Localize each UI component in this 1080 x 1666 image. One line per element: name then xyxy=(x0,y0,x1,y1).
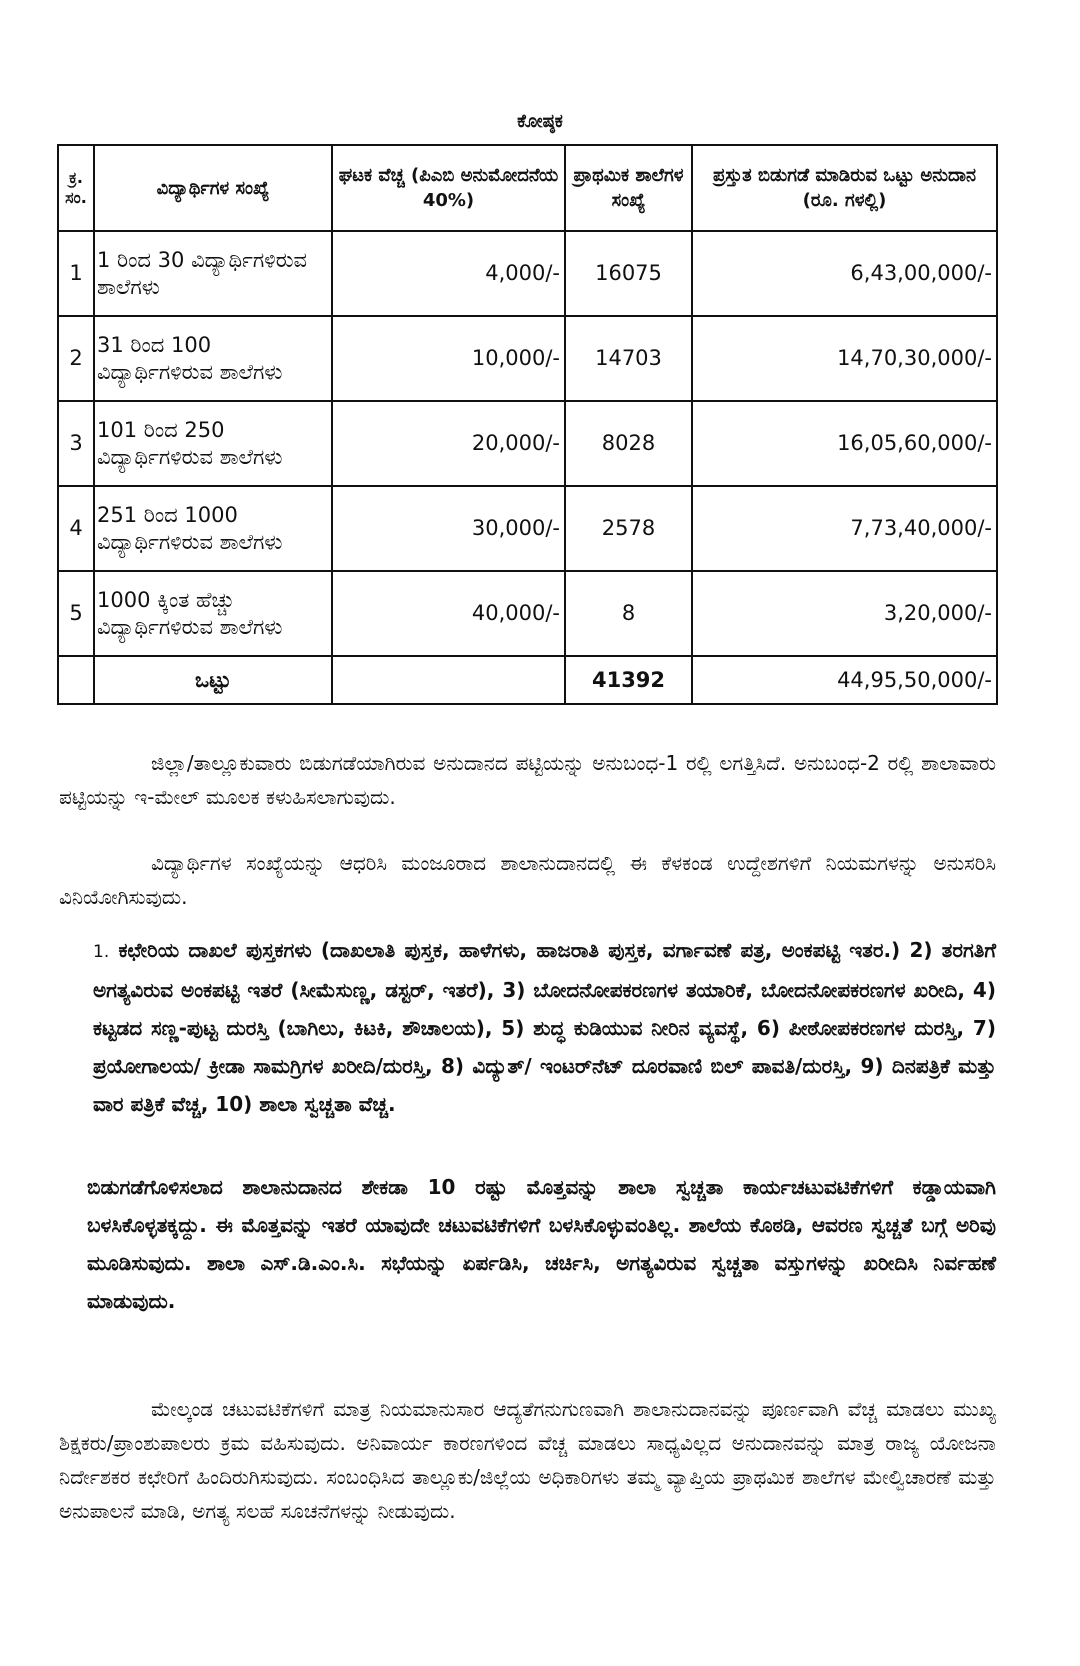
paragraph-cleanliness: ಬಿಡುಗಡೆಗೊಳಿಸಲಾದ ಶಾಲಾನುದಾನದ ಶೇಕಡಾ 10 ರಷ್ಟು ಮೊತ್ತವನ್ನು ಶಾಲಾ ಸ್ವಚ್ಚತಾ ಕಾರ್ಯಚಟುವಟಿಕೆಗಳಿಗೆ ಕಡ್ಡಾಯವಾಗಿ ಬಳಸಿಕೊಳ್ಳತಕ್ಕದ್ದು. ಈ ಮೊತ್ತವನ್ನು ಇತರೆ ಯಾವುದೇ ಚಟುವಟಿಕೆಗಳಿಗೆ ಬಳಸಿಕೊಳ್ಳುವಂತಿಲ್ಲ. ಶಾಲೆಯ ಕೊಠಡಿ, ಆವರಣ ಸ್ವಚ್ಚತೆ ಬಗ್ಗೆ ಅರಿವು ಮೂಡಿಸುವುದು. ಶಾಲಾ ಎಸ್.ಡಿ.ಎಂ.ಸಿ. ಸಭೆಯನ್ನು ಏರ್ಪಡಿಸಿ, ಚರ್ಚಿಸಿ, ಅಗತ್ಯವಿರುವ ಸ್ವಚ್ಚತಾ ವಸ್ತುಗಳನ್ನು ಖರೀದಿಸಿ ನಿರ್ವಹಣೆ ಮಾಡುವುದು. xyxy=(87,1175,996,1313)
header-serial-no: ಕ್ರ. ಸಂ. xyxy=(58,145,94,231)
header-total-grant: ಪ್ರಸ್ತುತ ಬಿಡುಗಡೆ ಮಾಡಿರುವ ಒಟ್ಟು ಅನುದಾನ (ರೂ. ಗಳಲ್ಲಿ) xyxy=(692,145,997,231)
serial-no-cell: 5 xyxy=(58,571,94,656)
table-total-row xyxy=(58,656,997,704)
total-empty-cell xyxy=(332,656,565,704)
table-row xyxy=(58,486,997,571)
paragraph-expenditure: ಮೇಲ್ಕಂಡ ಚಟುವಟಿಕೆಗಳಿಗೆ ಮಾತ್ರ ನಿಯಮಾನುಸಾರ ಆದ್ಯತೆಗನುಗುಣವಾಗಿ ಶಾಲಾನುದಾನವನ್ನು ಪೂರ್ಣವಾಗಿ ವೆಚ್ಚ ಮಾಡಲು ಮುಖ್ಯ ಶಿಕ್ಷಕರು/ಪ್ರಾಂಶುಪಾಲರು ಕ್ರಮ ವಹಿಸುವುದು. ಅನಿವಾರ್ಯ ಕಾರಣಗಳಿಂದ ವೆಚ್ಚ ಮಾಡಲು ಸಾಧ್ಯವಿಲ್ಲದ ಅನುದಾನವನ್ನು ಮಾತ್ರ ರಾಜ್ಯ ಯೋಜನಾ ನಿರ್ದೇಶಕರ ಕಛೇರಿಗೆ ಹಿಂದಿರುಗಿಸುವುದು. ಸಂಬಂಧಿಸಿದ ತಾಲ್ಲೂಕು/ಜಿಲ್ಲೆಯ ಅಧಿಕಾರಿಗಳು ತಮ್ಮ ವ್ಯಾಪ್ತಿಯ ಪ್ರಾಥಮಿಕ ಶಾಲೆಗಳ ಮೇಲ್ವಿಚಾರಣೆ ಮತ್ತು ಅನುಪಾಲನೆ ಮಾಡಿ, ಅಗತ್ಯ ಸಲಹೆ ಸೂಚನೆಗಳನ್ನು ನೀಡುವುದು. xyxy=(59,1397,996,1523)
category-cell: 1000 ಕ್ಕಿಂತ ಹೆಚ್ಚು ವಿದ್ಯಾರ್ಥಿಗಳಿರುವ ಶಾಲೆಗಳು xyxy=(94,571,332,656)
header-school-count: ಪ್ರಾಥಮಿಕ ಶಾಲೆಗಳ ಸಂಖ್ಯೆ xyxy=(565,145,692,231)
grant-amount-cell: 3,20,000/- xyxy=(692,571,997,656)
serial-no-cell: 1 xyxy=(58,231,94,316)
grant-table xyxy=(57,144,998,705)
header-unit-cost: ಘಟಕ ವೆಚ್ಚ (ಪಿಎಬಿ ಅನುಮೋದನೆಯ 40%) xyxy=(332,145,565,231)
table-row xyxy=(58,231,997,316)
unit-cost-cell: 4,000/- xyxy=(332,231,565,316)
table-header-row xyxy=(58,145,997,231)
category-cell: 31 ರಿಂದ 100 ವಿದ್ಯಾರ್ಥಿಗಳಿರುವ ಶಾಲೆಗಳು xyxy=(94,316,332,401)
grant-amount-cell: 7,73,40,000/- xyxy=(692,486,997,571)
total-grant-amount-cell: 44,95,50,000/- xyxy=(692,656,997,704)
table-row xyxy=(58,571,997,656)
table-caption: ಕೋಷ್ಠಕ xyxy=(517,111,563,132)
total-school-count-cell: 41392 xyxy=(565,656,692,704)
table-row xyxy=(58,401,997,486)
paragraph-usage-rules: ವಿದ್ಯಾರ್ಥಿಗಳ ಸಂಖ್ಯೆಯನ್ನು ಆಧರಿಸಿ ಮಂಜೂರಾದ ಶಾಲಾನುದಾನದಲ್ಲಿ ಈ ಕೆಳಕಂಡ ಉದ್ದೇಶಗಳಿಗೆ ನಿಯಮಗಳನ್ನು ಅನುಸರಿಸಿ ವಿನಿಯೋಗಿಸುವುದು. xyxy=(59,851,996,909)
grant-amount-cell: 16,05,60,000/- xyxy=(692,401,997,486)
grant-amount-cell: 6,43,00,000/- xyxy=(692,231,997,316)
total-empty-cell xyxy=(58,656,94,704)
unit-cost-cell: 40,000/- xyxy=(332,571,565,656)
table-row xyxy=(58,316,997,401)
unit-cost-cell: 10,000/- xyxy=(332,316,565,401)
school-count-cell: 14703 xyxy=(565,316,692,401)
category-cell: 1 ರಿಂದ 30 ವಿದ್ಯಾರ್ಥಿಗಳಿರುವ ಶಾಲೆಗಳು xyxy=(94,231,332,316)
serial-no-cell: 2 xyxy=(58,316,94,401)
unit-cost-cell: 30,000/- xyxy=(332,486,565,571)
category-cell: 251 ರಿಂದ 1000 ವಿದ್ಯಾರ್ಥಿಗಳಿರುವ ಶಾಲೆಗಳು xyxy=(94,486,332,571)
list-item-text: ಕಛೇರಿಯ ದಾಖಲೆ ಪುಸ್ತಕಗಳು (ದಾಖಲಾತಿ ಪುಸ್ತಕ, ಹಾಳೆಗಳು, ಹಾಜರಾತಿ ಪುಸ್ತಕ, ವರ್ಗಾವಣೆ ಪತ್ರ, ಅಂಕಪಟ್ಟಿ ಇತರ.) 2) ತರಗತಿಗೆ ಅಗತ್ಯವಿರುವ ಅಂಕಪಟ್ಟಿ ಇತರೆ (ಸೀಮೆಸುಣ್ಣ, ಡಸ್ಟರ್, ಇತರೆ), 3) ಬೋದನೋಪಕರಣಗಳ ತಯಾರಿಕೆ, ಬೋದನೋಪಕರಣಗಳ ಖರೀದಿ, 4) ಕಟ್ಟಡದ ಸಣ್ಣ-ಪುಟ್ಟ ದುರಸ್ತಿ (ಬಾಗಿಲು, ಕಿಟಕಿ, ಶೌಚಾಲಯ), 5) ಶುದ್ಧ ಕುಡಿಯುವ ನೀರಿನ ವ್ಯವಸ್ಥೆ, 6) ಪೀಠೋಪಕರಣಗಳ ದುರಸ್ತಿ, 7) ಪ್ರಯೋಗಾಲಯ/ ಕ್ರೀಡಾ ಸಾಮಗ್ರಿಗಳ ಖರೀದಿ/ದುರಸ್ತಿ, 8) ವಿದ್ಯುತ್/ ಇಂಟರ್‌ನೆಟ್ ದೂರವಾಣಿ ಬಿಲ್ ಪಾವತಿ/ದುರಸ್ತಿ, 9) ದಿನಪತ್ರಿಕೆ ಮತ್ತು ವಾರ ಪತ್ರಿಕೆ ವೆಚ್ಚ, 10) ಶಾಲಾ ಸ್ವಚ್ಚತಾ ವೆಚ್ಚ. xyxy=(93,938,996,1116)
serial-no-cell: 4 xyxy=(58,486,94,571)
school-count-cell: 2578 xyxy=(565,486,692,571)
paragraph-annexure: ಜಿಲ್ಲಾ/ತಾಲ್ಲೂಕುವಾರು ಬಿಡುಗಡೆಯಾಗಿರುವ ಅನುದಾನದ ಪಟ್ಟಿಯನ್ನು ಅನುಬಂಧ-1 ರಲ್ಲಿ ಲಗತ್ತಿಸಿದೆ. ಅನುಬಂಧ-2 ರಲ್ಲಿ ಶಾಲಾವಾರು ಪಟ್ಟಿಯನ್ನು ಇ-ಮೇಲ್ ಮೂಲಕ ಕಳುಹಿಸಲಾಗುವುದು. xyxy=(59,751,996,809)
grant-amount-cell: 14,70,30,000/- xyxy=(692,316,997,401)
header-student-count: ವಿದ್ಯಾರ್ಥಿಗಳ ಸಂಖ್ಯೆ xyxy=(94,145,332,231)
purpose-list-item xyxy=(93,931,996,1123)
school-count-cell: 16075 xyxy=(565,231,692,316)
total-label-cell: ಒಟ್ಟು xyxy=(94,656,332,704)
school-count-cell: 8028 xyxy=(565,401,692,486)
unit-cost-cell: 20,000/- xyxy=(332,401,565,486)
list-number: 1. xyxy=(93,942,110,962)
category-cell: 101 ರಿಂದ 250 ವಿದ್ಯಾರ್ಥಿಗಳಿರುವ ಶಾಲೆಗಳು xyxy=(94,401,332,486)
school-count-cell: 8 xyxy=(565,571,692,656)
serial-no-cell: 3 xyxy=(58,401,94,486)
